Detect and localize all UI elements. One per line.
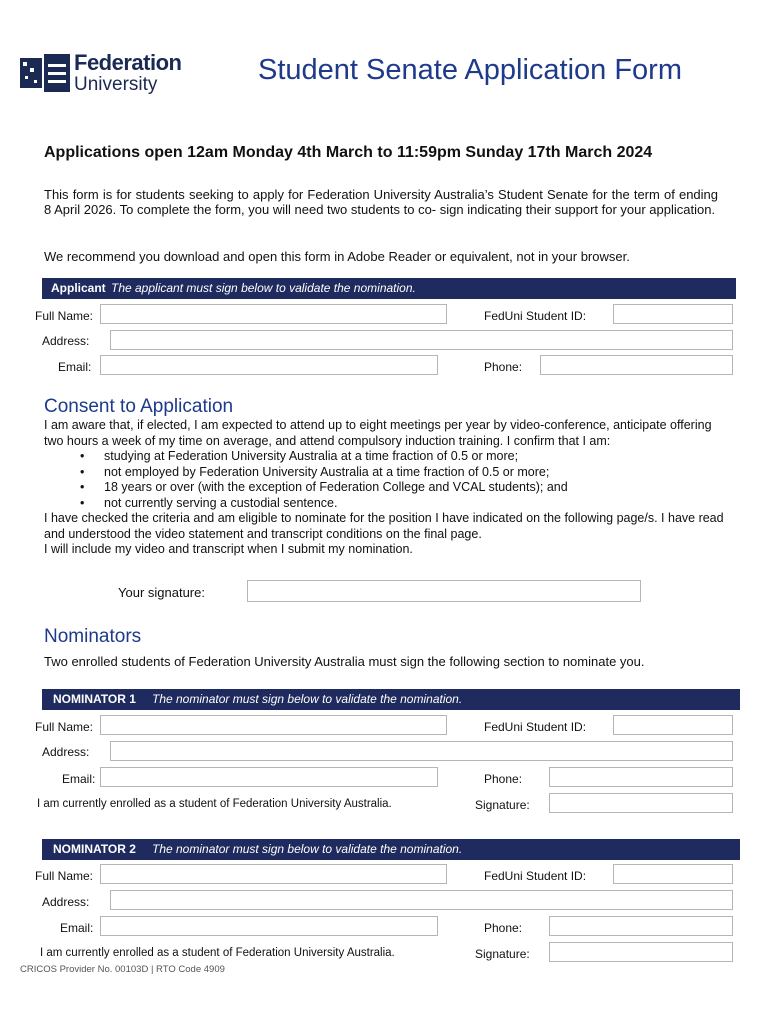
- nominator-1-phone-field[interactable]: [549, 767, 733, 787]
- list-item: • not employed by Federation University Australia at a time fraction of 0.5 or more;: [104, 465, 734, 481]
- intro-paragraph: This form is for students seeking to apply for Federation University Australia’s Student Senate for the term of ending 8 April 2026. To complete the form, you will need two students to co- sign indicating their support for your application.: [44, 187, 718, 217]
- list-item: • not currently serving a custodial sentence.: [104, 496, 734, 512]
- applicant-signature-field[interactable]: [247, 580, 641, 602]
- consent-text: [44, 418, 734, 558]
- nominator-2-student-id-field[interactable]: [613, 864, 733, 884]
- nominator-1-bar-note: The nominator must sign below to validate the nomination.: [152, 692, 463, 706]
- applicant-address-label: Address:: [42, 334, 90, 348]
- nominator-2-student-id-label: FedUni Student ID:: [484, 869, 587, 883]
- nominator-1-phone-label: Phone:: [484, 772, 523, 786]
- nominator-2-signature-field[interactable]: [549, 942, 733, 962]
- document-title: Student Senate Application Form: [258, 54, 682, 86]
- list-item: • studying at Federation University Australia at a time fraction of 0.5 or more;: [104, 449, 734, 465]
- nominator-1-section-bar: [42, 689, 740, 710]
- logo-mark-icon: [20, 54, 70, 92]
- applicant-student-id-field[interactable]: [613, 304, 733, 324]
- applicant-full-name-field[interactable]: [100, 304, 447, 324]
- nominator-2-email-label: Email:: [60, 921, 94, 935]
- consent-criteria-list: [44, 449, 734, 511]
- nominator-1-full-name-field[interactable]: [100, 715, 447, 735]
- nominator-2-full-name-field[interactable]: [100, 864, 447, 884]
- nominator-1-student-id-label: FedUni Student ID:: [484, 720, 587, 734]
- nominator-1-full-name-label: Full Name:: [35, 720, 94, 734]
- federation-university-logo: [20, 52, 195, 98]
- logo-text-university: University: [74, 74, 158, 95]
- nominator-1-signature-label: Signature:: [475, 798, 530, 812]
- nominator-2-phone-field[interactable]: [549, 916, 733, 936]
- nominator-2-signature-label: Signature:: [475, 947, 530, 961]
- nominator-2-email-field[interactable]: [100, 916, 438, 936]
- reader-recommendation: We recommend you download and open this form in Adobe Reader or equivalent, not in your browser.: [44, 249, 630, 264]
- nominator-2-bar-label: NOMINATOR 2: [53, 842, 136, 856]
- nominators-heading: Nominators: [44, 626, 142, 647]
- nominator-2-bar-note: The nominator must sign below to validate the nomination.: [152, 842, 463, 856]
- cricos-footer: CRICOS Provider No. 00103D | RTO Code 4909: [20, 964, 225, 975]
- consent-intro: I am aware that, if elected, I am expected to attend up to eight meetings per year by video-conference, anticipate offering two hours a week of my time on average, and attend compulsory induction training. I confirm that I am:: [44, 418, 712, 448]
- your-signature-label: Your signature:: [118, 585, 205, 600]
- applicant-student-id-label: FedUni Student ID:: [484, 309, 587, 323]
- nominator-1-address-field[interactable]: [110, 741, 733, 761]
- nominator-1-student-id-field[interactable]: [613, 715, 733, 735]
- nominator-1-signature-field[interactable]: [549, 793, 733, 813]
- nominator-1-enrolled-statement: I am currently enrolled as a student of Federation University Australia.: [37, 798, 392, 810]
- consent-video-statement: I will include my video and transcript when I submit my nomination.: [44, 542, 413, 556]
- nominator-2-address-field[interactable]: [110, 890, 733, 910]
- logo-text-federation: Federation: [74, 50, 182, 75]
- applicant-email-field[interactable]: [100, 355, 438, 375]
- consent-heading: Consent to Application: [44, 396, 234, 417]
- applicant-full-name-label: Full Name:: [35, 309, 94, 323]
- nominator-2-address-label: Address:: [42, 895, 90, 909]
- nominator-1-address-label: Address:: [42, 745, 90, 759]
- applicant-address-field[interactable]: [110, 330, 733, 350]
- nominators-intro: Two enrolled students of Federation University Australia must sign the following section to nominate you.: [44, 654, 645, 669]
- nominator-2-enrolled-statement: I am currently enrolled as a student of Federation University Australia.: [40, 947, 395, 959]
- nominator-2-section-bar: [42, 839, 740, 860]
- applications-open-notice: Applications open 12am Monday 4th March to 11:59pm Sunday 17th March 2024: [44, 144, 653, 161]
- nominator-1-email-field[interactable]: [100, 767, 438, 787]
- applicant-phone-label: Phone:: [484, 360, 523, 374]
- nominator-2-phone-label: Phone:: [484, 921, 523, 935]
- applicant-phone-field[interactable]: [540, 355, 733, 375]
- nominator-1-email-label: Email:: [62, 772, 96, 786]
- applicant-section-bar: [42, 278, 736, 299]
- list-item: • 18 years or over (with the exception of Federation College and VCAL students); and: [104, 480, 734, 496]
- nominator-1-bar-label: NOMINATOR 1: [53, 692, 136, 706]
- applicant-email-label: Email:: [58, 360, 92, 374]
- applicant-bar-label: Applicant: [51, 281, 106, 295]
- consent-eligibility: I have checked the criteria and am eligible to nominate for the position I have indicated on the following page/s. I have read and understood the video statement and transcript conditions on the final page.: [44, 511, 724, 541]
- applicant-bar-note: The applicant must sign below to validate the nomination.: [111, 281, 416, 295]
- nominator-2-full-name-label: Full Name:: [35, 869, 94, 883]
